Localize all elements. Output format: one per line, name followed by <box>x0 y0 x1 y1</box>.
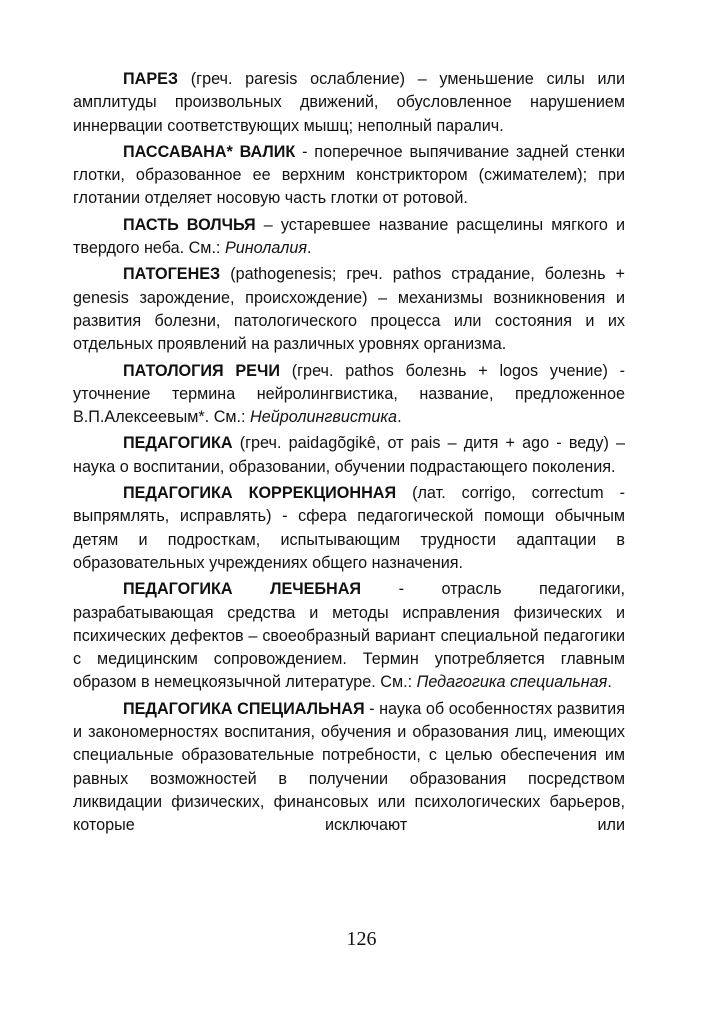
entry-term: ПАССАВАНА* ВАЛИК <box>123 142 296 161</box>
entry-term: ПАРЕЗ <box>123 70 179 88</box>
cross-reference: Нейролингвистика <box>250 408 398 427</box>
entry-term: ПЕДАГОГИКА <box>123 434 233 453</box>
dictionary-entry <box>73 214 625 261</box>
entry-definition: (греч. paidagõgikê, от pais – дитя + ago - веду) – наука о воспитании, образовании, обучении подрастающего поколения. <box>73 434 625 476</box>
entry-definition: (греч. pathos болезнь + logos учение) - уточнение термина нейролингвистика, название, предложенное В.П.Алексеевым*. См.: <box>73 361 626 427</box>
dictionary-entry <box>73 360 625 430</box>
entry-term: ПАТОГЕНЕЗ <box>123 265 221 284</box>
dictionary-entry <box>73 578 625 694</box>
entry-end: . <box>307 239 312 258</box>
entry-definition: (pathogenesis; греч. pathos страдание, болезнь + genesis зарождение, происхождение) – механизмы возникновения и развития болезни, патологического процесса или состояния и их отдельных проявлений на различных уровнях организма. <box>73 265 625 354</box>
entry-end: . <box>607 673 612 692</box>
entry-definition: – устаревшее название расщелины мягкого и твердого неба. См.: <box>73 215 625 258</box>
entry-term: ПЕДАГОГИКА КОРРЕКЦИОННАЯ <box>123 484 397 503</box>
entry-end: . <box>397 408 402 427</box>
entry-term: ПАСТЬ ВОЛЧЬЯ <box>123 215 256 234</box>
entry-definition: - поперечное выпячивание задней стенки глотки, образованное ее верхним констриктором (сжимателем); при глотании отделяет носовую часть глотки от ротовой. <box>73 142 625 208</box>
dictionary-entry <box>73 482 625 575</box>
entry-definition: (греч. paresis ослабление) – уменьшение силы или амплитуды произвольных движений, обусловленное нарушением иннервации соответствующих мышц; неполный паралич. <box>73 70 625 135</box>
cross-reference: Педагогика специальная <box>416 673 608 692</box>
entry-definition: (лат. corrigo, correctum - выпрямлять, исправлять) - сфера педагогической помощи обычным детям и подросткам, испытывающим трудности адаптации в образовательных учреждениях общего назначения. <box>73 484 625 572</box>
dictionary-entry <box>73 432 625 479</box>
dictionary-entry <box>73 698 625 838</box>
entry-term: ПЕДАГОГИКА СПЕЦИАЛЬНАЯ <box>123 699 365 718</box>
dictionary-entry <box>73 263 625 356</box>
dictionary-page <box>73 68 625 841</box>
dictionary-entry <box>73 141 625 211</box>
entry-definition: - наука об особенностях развития и закономерностях воспитания, обучения и образования лиц, имеющих специальные образовательные потребности, с целью обеспечения им равных возможностей в получении образования посредством ликвидации физических, финансовых или психологических барьеров, которые исключают или <box>73 699 625 835</box>
page-number: 126 <box>346 928 377 950</box>
entry-term: ПАТОЛОГИЯ РЕЧИ <box>123 361 280 380</box>
cross-reference: Ринолалия <box>224 239 308 258</box>
dictionary-entry <box>73 68 625 138</box>
entry-term: ПЕДАГОГИКА ЛЕЧЕБНАЯ <box>123 580 362 599</box>
entry-definition: - отрасль педагогики, разрабатывающая средства и методы исправления физических и психических дефектов – своеобразный вариант специальной педагогики с медицинским сопровождением. Термин употребляется главным образом в немецкоязычной литературе. См.: <box>73 580 625 692</box>
